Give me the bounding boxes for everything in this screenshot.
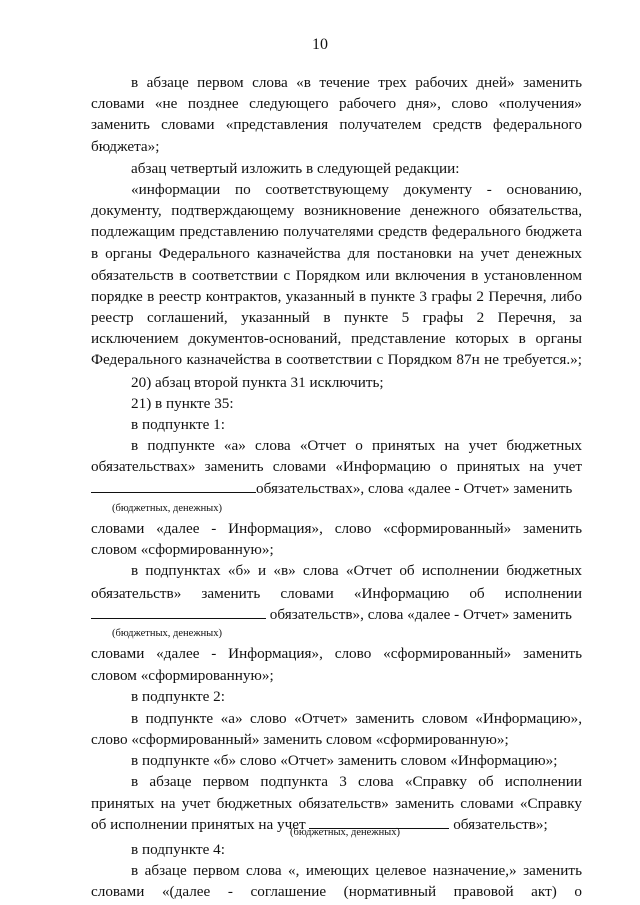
- text-line: обязательствах» заменить словами «Информацию о принятых на учет: [91, 458, 582, 476]
- text-line: 20) абзац второй пункта 31 исключить;: [131, 373, 384, 391]
- text-line: исключением документов-оснований, представление которых в органы: [91, 330, 582, 348]
- text-line: в подпункте «а» слово «Отчет» заменить словом «Информацию»,: [131, 709, 582, 727]
- text-line: реестр соглашений, указанный в пункте 5 графы 2 Перечня, за: [91, 309, 582, 326]
- text-line: порядке в реестр контрактов, указанный в пункте 3 графы 2 Перечня, либо: [91, 287, 582, 305]
- text-line: в подпункте 4:: [131, 840, 225, 858]
- text-line: заменить словами «представления получателем средств федерального: [91, 116, 582, 134]
- text-line: «информации по соответствующему документу - основанию,: [131, 180, 582, 198]
- text-line: в подпункте «б» слово «Отчет» заменить словом «Информацию»;: [131, 752, 558, 770]
- text-line: словами «далее - Информация», слово «сформированный» заменить: [91, 645, 582, 663]
- blank-caption: (бюджетных, денежных): [290, 826, 400, 838]
- fill-in-blank: [91, 605, 266, 619]
- text-line: в подпунктах «б» и «в» слова «Отчет об исполнении бюджетных: [131, 562, 582, 580]
- text-line: документу, подтверждающему возникновение денежного обязательства,: [91, 202, 582, 220]
- blank-caption: (бюджетных, денежных): [112, 627, 222, 639]
- text-line: словом «сформированную»;: [91, 666, 274, 684]
- text-line: словом «сформированную»;: [91, 541, 274, 559]
- text-line: абзац четвертый изложить в следующей редакции:: [131, 159, 460, 177]
- text-line: в органы Федерального казначейства для постановки на учет денежных: [91, 244, 582, 262]
- text-line: подлежащим представлению получателями средств федерального бюджета: [91, 223, 582, 241]
- text-line: в абзаце первом слова «, имеющих целевое назначение,» заменить: [131, 861, 582, 879]
- blank-caption: (бюджетных, денежных): [112, 502, 222, 514]
- text-line: в подпункте 1:: [131, 415, 225, 433]
- text-line: в подпункте «а» слова «Отчет о принятых на учет бюджетных: [131, 437, 582, 454]
- text-line: в абзаце первом подпункта 3 слова «Справку об исполнении: [131, 773, 582, 791]
- text-line: об исполнении принятых на учет обязательств»;: [91, 815, 548, 833]
- text-line: в абзаце первом слова «в течение трех рабочих дней» заменить: [131, 74, 582, 91]
- text-line: словами «не позднее следующего рабочего дня», слово «получения»: [91, 95, 582, 113]
- text-line: принятых на учет бюджетных обязательств» заменить словами «Справку: [91, 794, 582, 812]
- text-line: в подпункте 2:: [131, 687, 225, 705]
- text-line: словами «(далее - соглашение (нормативный правовой акт) о: [91, 883, 582, 900]
- text-line: бюджета»;: [91, 137, 160, 155]
- page-number: 10: [312, 36, 328, 53]
- text-line: 21) в пункте 35:: [131, 394, 234, 412]
- text-line: словами «далее - Информация», слово «сформированный» заменить: [91, 520, 582, 537]
- text-line: обязательствах», слова «далее - Отчет» заменить: [91, 479, 582, 499]
- text-line: слово «сформированный» заменить словом «сформированную»;: [91, 731, 509, 748]
- text-line: обязательств», слова «далее - Отчет» заменить: [91, 605, 582, 625]
- text-line: Федерального казначейства в соответствии с Порядком 87н не требуется.»;: [91, 351, 582, 369]
- fill-in-blank: [91, 479, 256, 493]
- text-line: обязательств в соответствии с Порядком или включения в установленном: [91, 266, 582, 284]
- text-line: обязательств» заменить словами «Информацию об исполнении: [91, 584, 582, 602]
